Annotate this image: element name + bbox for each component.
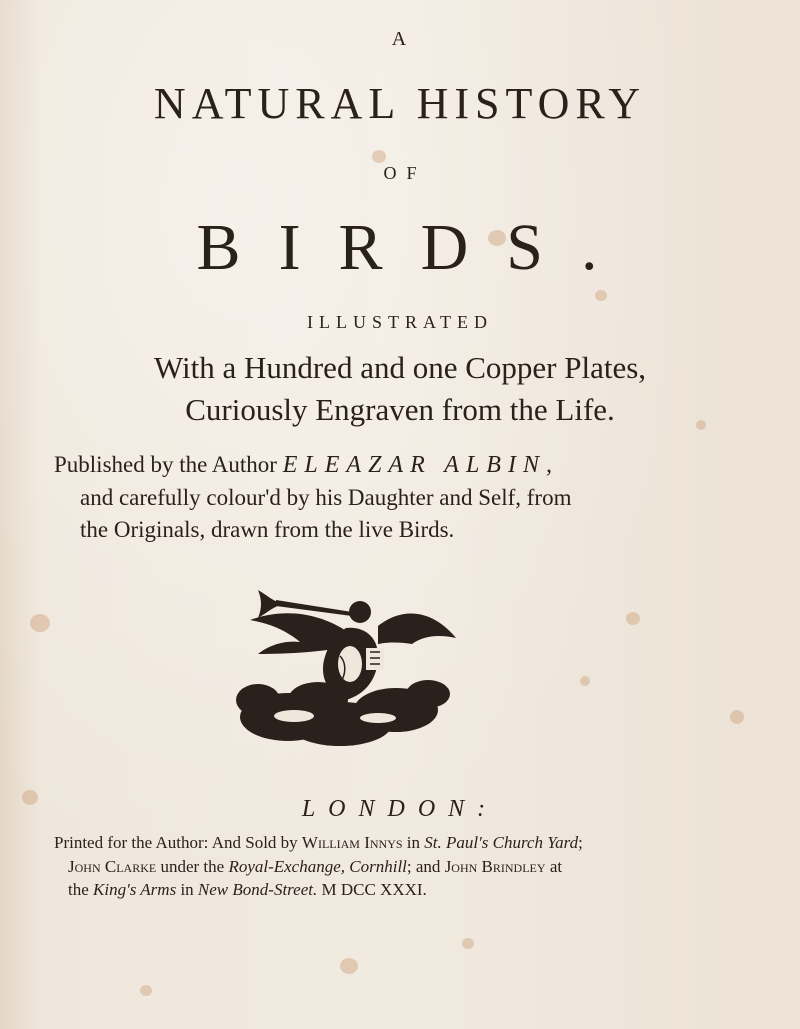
publication-line-3: the Originals, drawn from the live Birds.	[80, 517, 455, 542]
book-subject: BIRDS.	[196, 211, 636, 284]
foxing-spot	[595, 290, 607, 301]
imprint-place: New Bond-Street.	[197, 880, 318, 899]
plates-line: With a Hundred and one Copper Plates,	[153, 350, 647, 385]
imprint-text: Printed for the Author: And Sold by	[54, 833, 302, 852]
imprint-place: King's Arms	[93, 880, 177, 899]
bookseller-name: John Brindley	[444, 857, 546, 876]
published-by: Published by the Author	[54, 452, 283, 477]
imprint-text: under the	[156, 857, 229, 876]
imprint-text: at	[545, 857, 563, 876]
imprint-text: ; and	[406, 857, 445, 876]
foxing-spot	[730, 710, 744, 724]
title-article: A	[391, 28, 409, 50]
imprint-place: St. Paul's Church Yard	[424, 833, 579, 852]
bookseller-name: John Clarke	[68, 857, 157, 876]
imprint-line-1	[54, 833, 583, 853]
imprint-text: ;	[578, 833, 583, 852]
imprint-text: the	[68, 880, 94, 899]
imprint-city: LONDON:	[301, 796, 499, 822]
title-of: OF	[383, 163, 427, 183]
foxing-spot	[30, 614, 50, 632]
bookseller-name: William Innys	[301, 833, 403, 852]
foxing-spot	[372, 150, 386, 163]
foxing-spot	[462, 938, 474, 949]
foxing-spot	[626, 612, 640, 625]
publication-line-1	[54, 452, 559, 479]
imprint-line-2	[68, 857, 562, 877]
angel-trumpet-vignette-icon	[228, 582, 464, 752]
foxing-spot	[140, 985, 152, 996]
foxing-spot	[580, 676, 590, 686]
imprint-line-3	[68, 880, 427, 900]
publication-line-2: and carefully colour'd by his Daughter and Self, from	[80, 485, 572, 510]
foxing-spot	[340, 958, 358, 974]
imprint-text: in	[176, 880, 198, 899]
book-title: NATURAL HISTORY	[153, 79, 647, 128]
imprint-place: Royal-Exchange, Cornhill	[228, 857, 407, 876]
imprint-date: M DCC XXXI.	[317, 880, 427, 899]
imprint-text: in	[402, 833, 425, 852]
illustrated-label: ILLUSTRATED	[307, 312, 493, 332]
author-name: ELEAZAR ALBIN,	[282, 452, 559, 478]
engraven-line: Curiously Engraven from the Life.	[185, 392, 615, 427]
